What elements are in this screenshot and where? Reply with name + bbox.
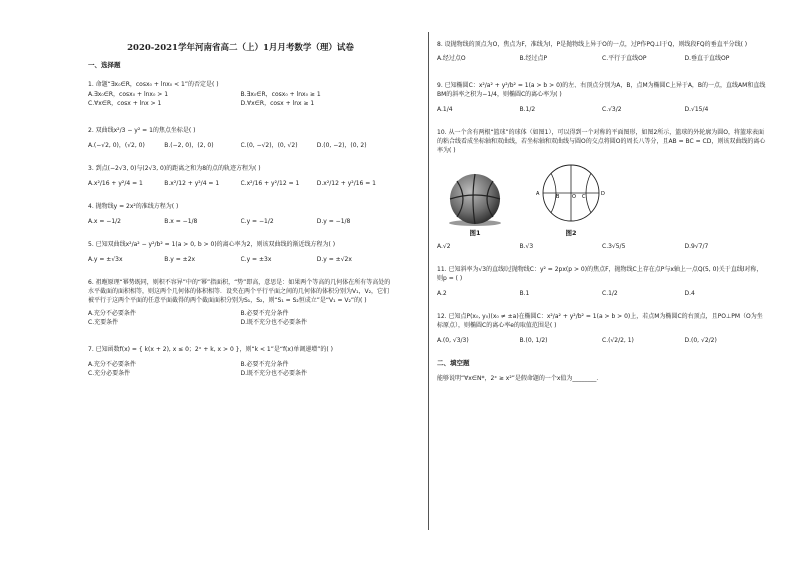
option-a: A.充分不必要条件 [88,361,136,368]
option-a: A.(−√2, 0)，(√2, 0) [88,142,145,149]
figure-2 [533,161,609,238]
question-4 [88,202,393,226]
option-a: A.√2 [437,243,451,250]
basketball-photo [443,171,507,227]
point-label-b: B [556,194,560,200]
exam-title: 2020-2021学年河南省高二（上）1月月考数学（理）试卷 [127,43,354,53]
option-d: D.既不充分也不必要条件 [240,370,308,377]
right-column [437,40,767,383]
question-12 [437,312,767,345]
figure-1-caption: 图1 [469,229,481,237]
option-c: C.∀x∈R，cosx + lnx > 1 [88,100,162,107]
option-a: A.y = ±√3x [88,256,123,263]
question-8 [437,40,767,63]
option-a: A.(0, √3/3) [437,337,469,344]
option-d: D.√15/4 [684,106,709,113]
fill-question-13: 能够说明“∀x∈N*，2ˣ ≥ x²”是假命题的一个x值为________． [437,375,603,382]
question-stem: 6. 祖暅原理“幂势既同，则积不容异”中的“幂”指面积，“势”即高，意思是：如果两个等高的几何体在所有等高处的水平截面的面积相等，则这两个几何体的体积相等．设夹在两个平行平面之间的几何体的体积分别为V₁，V₂，它们被平行于这两个平面的任意平面截得的两个截面面积分别为S₁，S₂，则“S₁ = S₂恒成立”是“V₁ = V₂”的( ) [88,279,391,304]
figure-row [443,161,767,238]
question-5 [88,240,393,264]
option-b: B.1/2 [519,106,536,113]
question-stem: 10. 从一个含有两根“篮球”的球体（如图1），可以得到一个对称的平面图形，如图2所示，篮球的外轮廓为圆O，将篮球表面的粘合线看成坐标轴和双曲线，若坐标轴和双曲线与圆O的交点将圆O的周长八等分，且AB = BC = CD，则该双曲线的离心率为( ) [437,129,766,154]
option-d: D.垂直于直线OP [684,55,730,62]
question-stem: 11. 已知斜率为√3的直线l过抛物线C：y² = 2px(p > 0)的焦点F，抛物线C上存在点P与x轴上一点Q(5, 0)关于直线l对称，则p = ( ) [437,266,763,282]
left-column [88,40,393,382]
option-a: A.1/4 [437,106,453,113]
question-7 [88,345,393,378]
option-c: C.x²/16 + y²/12 = 1 [240,180,300,187]
figure-2-caption: 图2 [565,229,577,237]
option-b: B.y = ±2x [164,256,196,263]
section-heading-fill: 二、填空题 [437,359,470,367]
question-9 [437,81,767,114]
option-c: C.(0, −√2)，(0, √2) [240,142,298,149]
option-a: A.x = −1/2 [88,218,121,225]
question-stem: 9. 已知椭圆C：x²/a² + y²/b² = 1(a > b > 0)的左、右顶点分别为A，B，点M为椭圆C上异于A，B的一点，直线AM和直线BM的斜率之积为−1/4，则椭圆C的离心率为( ) [437,82,766,98]
question-3 [88,164,393,188]
option-c: C.1/2 [602,290,618,297]
option-b: B.必要不充分条件 [240,310,289,317]
option-d: D.∀x∈R，cosx + lnx ≥ 1 [240,100,315,107]
option-b: B.√3 [519,243,534,250]
column-divider [428,32,429,530]
figure-1 [443,171,507,238]
option-a: A.2 [437,290,447,297]
option-b: B.必要不充分条件 [240,361,289,368]
option-b: B.∃x₀∈R，cosx₀ + lnx₀ ≥ 1 [240,91,321,98]
option-c: C.√3/2 [602,106,622,113]
basketball-diagram [533,161,609,227]
question-stem: 2. 双曲线x²/3 − y² = 1的焦点坐标是( ) [88,127,196,134]
option-a: A.x²/16 + y²/4 = 1 [88,180,143,187]
option-c: C.y = −1/2 [240,218,274,225]
point-label-a: A [536,191,540,197]
option-a: A.经过点O [437,55,466,62]
option-a: A.充分不必要条件 [88,310,136,317]
question-6 [88,278,393,327]
option-c: C.充分必要条件 [88,370,131,377]
point-label-o: O [572,194,576,200]
option-d: D.4 [684,290,695,297]
option-b: B.1 [519,290,530,297]
option-d: D.(0, √2/2) [684,337,717,344]
section-heading-choice: 一、选择题 [88,61,121,69]
option-b: B.(0, 1/2) [519,337,548,344]
option-d: D.既不充分也不必要条件 [240,319,308,326]
question-2 [88,126,393,150]
option-d: D.(0, −2)，(0, 2) [316,142,367,149]
option-d: D.y = ±√2x [316,256,352,263]
option-d: D.x²/12 + y²/16 = 1 [316,180,377,187]
option-d: D.y = −1/8 [316,218,351,225]
question-11 [437,265,767,298]
option-b: B.x²/12 + y²/4 = 1 [164,180,220,187]
option-c: C.y = ±3x [240,256,272,263]
question-stem: 7. 已知函数f(x) = { k(x + 2), x ≤ 0；2ˣ + k, x > 0 }，则“k < 1”是“f(x)单调递增”的( ) [88,346,333,353]
question-10 [437,128,767,251]
option-b: B.x = −1/8 [164,218,198,225]
option-a: A.∃x₀∈R，cosx₀ + lnx₀ > 1 [88,91,169,98]
option-c: C.3√5/5 [602,243,626,250]
question-1 [88,80,393,108]
option-c: C.充要条件 [88,319,119,326]
option-b: B.经过点P [519,55,548,62]
question-stem: 8. 设抛物线的顶点为O，焦点为F，准线为l，P是抛物线上异于O的一点，过P作PQ⊥l于Q，则线段FQ的垂直平分线( ) [437,41,748,48]
option-b: B.(−2, 0)，(2, 0) [164,142,214,149]
point-label-d: D [601,191,605,197]
option-c: C.(√2/2, 1) [602,337,634,344]
question-stem: 5. 已知双曲线x²/a² − y²/b² = 1(a > 0, b > 0)的离心率为2，则该双曲线的渐近线方程为( ) [88,241,336,248]
question-stem: 4. 抛物线y = 2x²的准线方程为( ) [88,203,179,210]
question-stem: 12. 已知点P(x₀, y₀)(x₀ ≠ ±a)在椭圆C：x²/a² + y²/b² = 1(a > b > 0)上，若点M为椭圆C的右顶点，且PO⊥PM（O为坐标原点），则椭圆C的离心率e的取值范围是( ) [437,313,763,329]
question-stem: 1. 命题“∃x₀∈R，cosx₀ + lnx₀ < 1”的否定是( ) [88,81,219,88]
point-label-c: C [582,194,586,200]
question-stem: 3. 到点(−2√3, 0)与(2√3, 0)的距离之和为8的点的轨迹方程为( ) [88,165,261,172]
option-d: D.9√7/7 [684,243,709,250]
option-c: C.平行于直线OP [602,55,647,62]
